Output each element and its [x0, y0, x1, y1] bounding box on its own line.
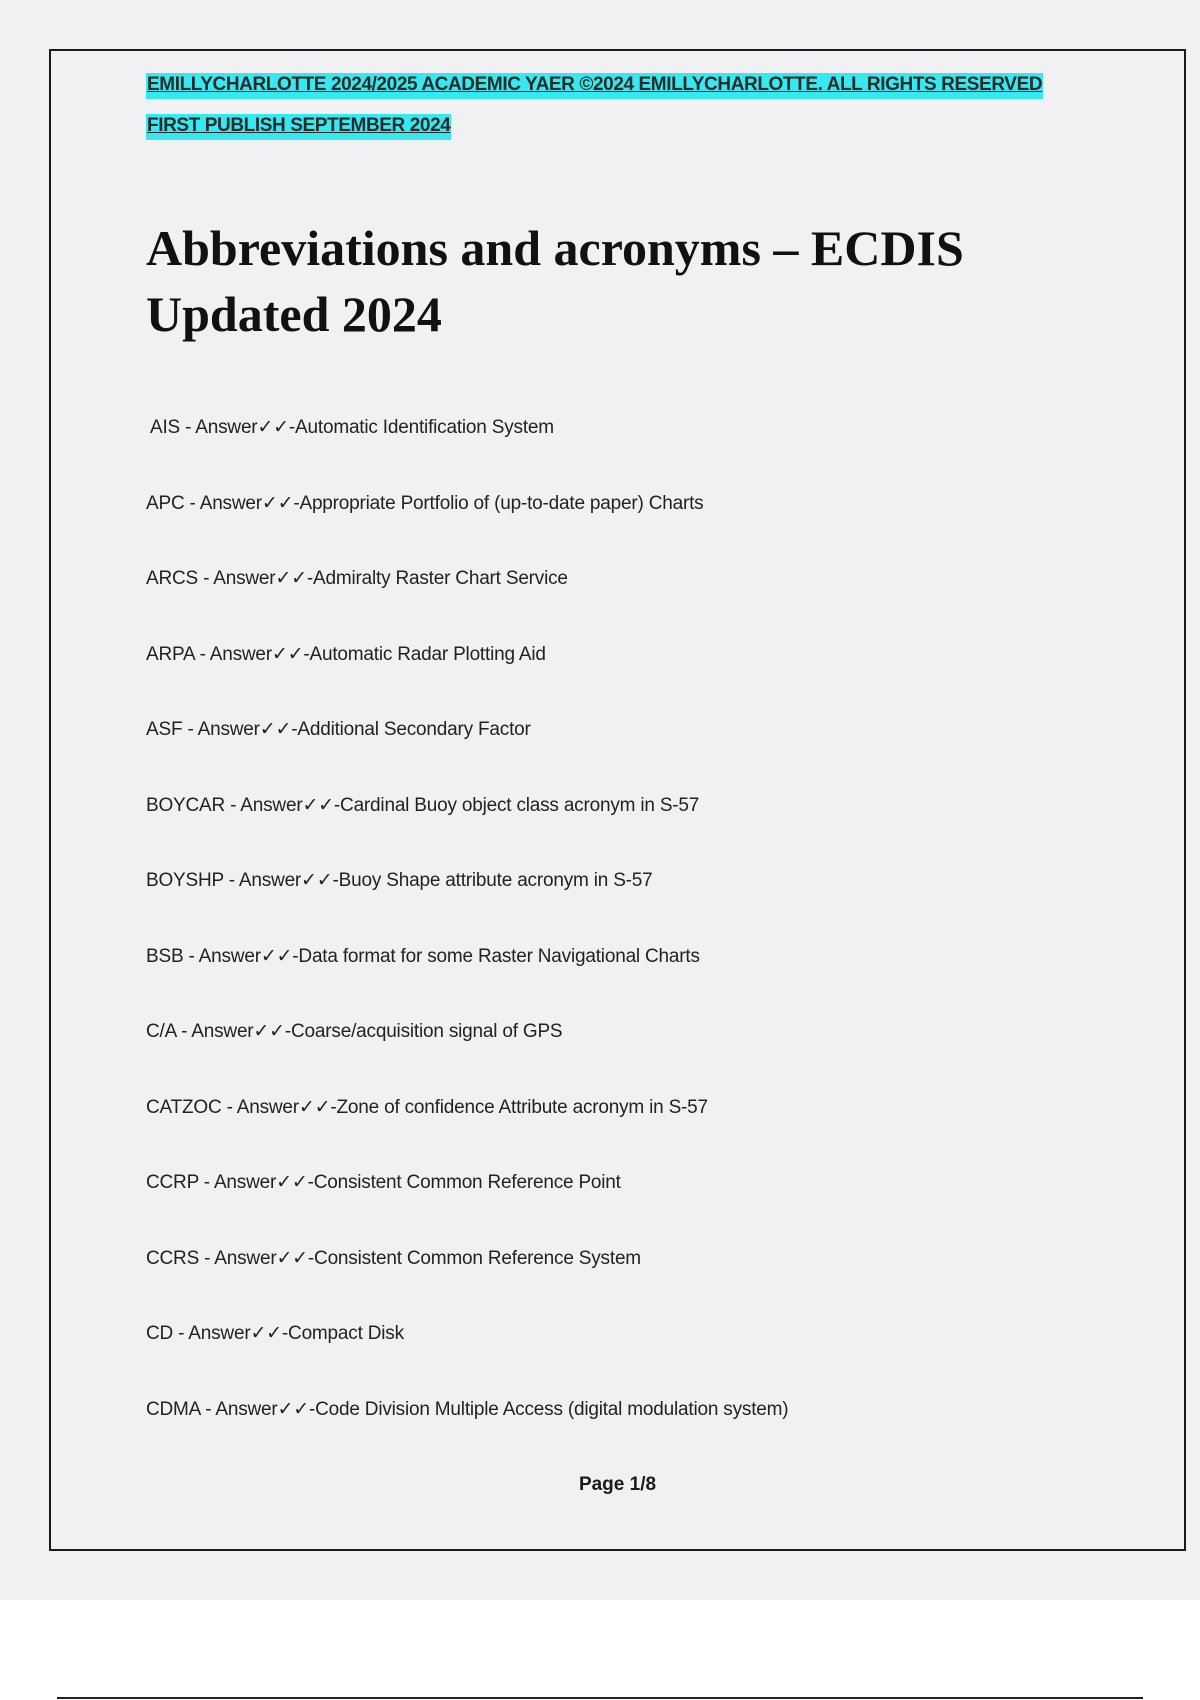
- acronym-term: BSB: [146, 945, 184, 967]
- acronym-term: AIS: [150, 417, 181, 438]
- acronym-term: CDMA: [146, 1398, 201, 1420]
- acronym-definition: Buoy Shape attribute acronym in S-57: [338, 870, 653, 891]
- separator: -: [307, 1172, 314, 1193]
- acronym-term: C/A: [146, 1021, 177, 1042]
- answer-label: Answer✓✓: [240, 794, 334, 816]
- acronym-term: BOYSHP: [146, 870, 224, 891]
- separator: -: [176, 1021, 192, 1042]
- acronym-entry: [146, 718, 1146, 794]
- answer-label: Answer✓✓: [238, 870, 333, 891]
- answer-label: Answer✓✓: [191, 1021, 285, 1042]
- separator: -: [307, 1247, 315, 1269]
- acronym-term: BOYCAR: [146, 794, 226, 816]
- separator: -: [221, 1096, 237, 1118]
- acronym-list: [146, 416, 1146, 1473]
- acronym-entry: [146, 567, 1146, 643]
- acronym-entry: [146, 1322, 1146, 1398]
- acronym-definition: Consistent Common Reference System: [314, 1247, 641, 1269]
- separator: -: [180, 417, 196, 438]
- answer-label: Answer✓✓: [188, 1323, 282, 1344]
- separator: -: [198, 1172, 214, 1193]
- acronym-definition: Appropriate Portfolio of (up-to-date paper) Charts: [299, 492, 704, 514]
- next-page-top-rule: [57, 1697, 1143, 1699]
- separator: -: [292, 945, 299, 967]
- acronym-definition: Admiralty Raster Chart Service: [313, 568, 568, 589]
- separator: -: [183, 945, 199, 967]
- acronym-definition: Cardinal Buoy object class acronym in S-57: [340, 794, 700, 816]
- page-number: Page 1/8: [578, 1474, 657, 1495]
- acronym-term: ARPA: [146, 643, 195, 665]
- separator: -: [200, 1398, 216, 1420]
- separator: -: [194, 643, 210, 665]
- answer-label: Answer✓✓: [215, 1398, 309, 1420]
- separator: -: [306, 568, 313, 589]
- answer-label: Answer✓✓: [214, 1247, 308, 1269]
- publish-date-header: FIRST PUBLISH SEPTEMBER 2024: [146, 114, 451, 140]
- acronym-definition: Coarse/acquisition signal of GPS: [291, 1021, 563, 1042]
- acronym-definition: Zone of confidence Attribute acronym in S-57: [336, 1096, 708, 1118]
- acronym-term: CATZOC: [146, 1096, 222, 1118]
- acronym-entry: [146, 492, 1146, 568]
- title-line-1: Abbreviations and acronyms – ECDIS: [146, 220, 964, 276]
- separator: -: [199, 1247, 215, 1269]
- separator: -: [284, 1021, 292, 1042]
- answer-label: Answer✓✓: [213, 1172, 308, 1193]
- acronym-term: ASF: [146, 719, 183, 740]
- separator: -: [332, 870, 339, 891]
- answer-label: Answer✓✓: [213, 568, 307, 589]
- acronym-entry: [146, 1398, 1146, 1474]
- separator: -: [173, 1323, 189, 1344]
- acronym-definition: Compact Disk: [288, 1323, 404, 1344]
- separator: -: [293, 492, 300, 514]
- acronym-term: ARCS: [146, 568, 198, 589]
- acronym-entry: [146, 1247, 1146, 1323]
- separator: -: [281, 1323, 289, 1344]
- copyright-header: EMILLYCHARLOTTE 2024/2025 ACADEMIC YAER ©2024 EMILLYCHARLOTTE. ALL RIGHTS RESERVED: [146, 73, 1043, 99]
- acronym-definition: Automatic Radar Plotting Aid: [309, 643, 546, 665]
- separator: -: [303, 643, 310, 665]
- answer-label: Answer✓✓: [198, 945, 293, 967]
- separator: -: [182, 719, 198, 740]
- acronym-entry: [146, 869, 1146, 945]
- acronym-entry: [146, 945, 1146, 1021]
- acronym-definition: Consistent Common Reference Point: [313, 1172, 621, 1193]
- acronym-term: APC: [146, 492, 185, 514]
- acronym-definition: Data format for some Raster Navigational Charts: [298, 945, 700, 967]
- acronym-term: CD: [146, 1323, 174, 1344]
- answer-label: Answer✓✓: [195, 417, 289, 438]
- acronym-entry: [146, 643, 1146, 719]
- acronym-entry: [146, 1096, 1146, 1172]
- answer-label: Answer✓✓: [236, 1096, 331, 1118]
- acronym-entry: [146, 794, 1146, 870]
- acronym-definition: Automatic Identification System: [295, 417, 554, 438]
- separator: -: [291, 719, 298, 740]
- acronym-definition: Additional Secondary Factor: [297, 719, 531, 740]
- separator: -: [288, 417, 296, 438]
- answer-label: Answer✓✓: [197, 719, 292, 740]
- acronym-entry: [146, 416, 1146, 492]
- acronym-term: CCRP: [146, 1172, 199, 1193]
- separator: -: [223, 870, 239, 891]
- document-title: [146, 215, 1126, 347]
- acronym-definition: Code Division Multiple Access (digital modulation system): [315, 1398, 789, 1420]
- acronym-term: CCRS: [146, 1247, 200, 1269]
- separator: -: [225, 794, 241, 816]
- answer-label: Answer✓✓: [209, 643, 304, 665]
- separator: -: [330, 1096, 337, 1118]
- acronym-entry: [146, 1171, 1146, 1247]
- title-line-2: Updated 2024: [146, 286, 442, 342]
- separator: -: [333, 794, 341, 816]
- separator: -: [308, 1398, 316, 1420]
- separator: -: [198, 568, 214, 589]
- separator: -: [184, 492, 200, 514]
- acronym-entry: [146, 1020, 1146, 1096]
- answer-label: Answer✓✓: [199, 492, 294, 514]
